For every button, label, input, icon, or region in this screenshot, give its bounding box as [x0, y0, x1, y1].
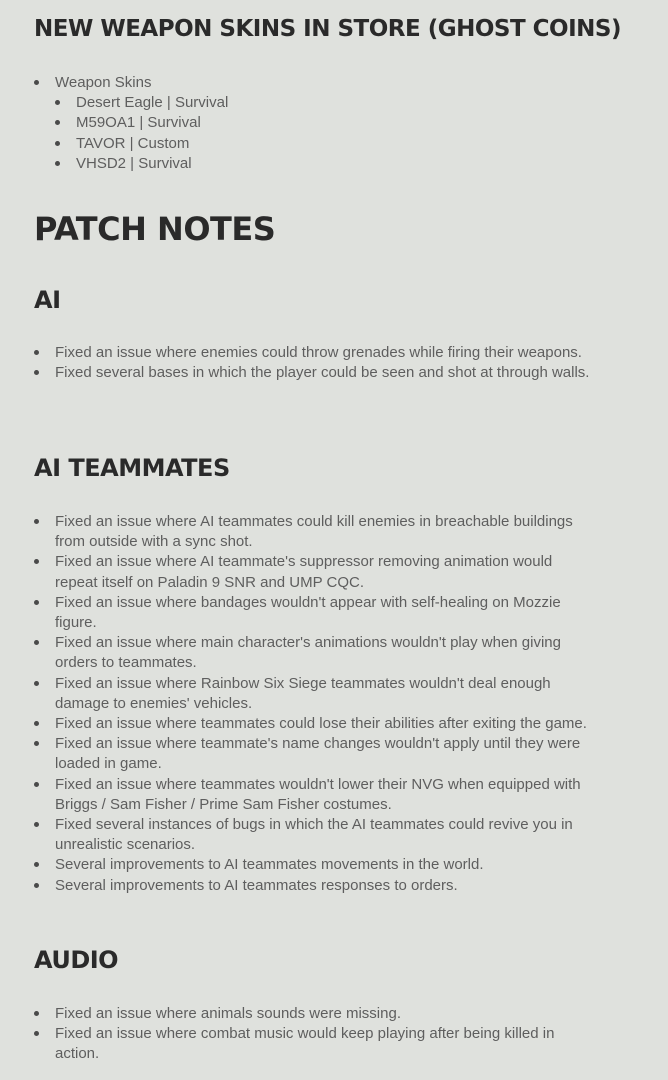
list-item: Fixed an issue where enemies could throw grenades while firing their weapons. — [34, 343, 594, 363]
bullet-icon — [55, 120, 60, 125]
audio-list — [34, 1004, 594, 1065]
bullet-icon — [34, 721, 39, 726]
bullet-icon — [34, 370, 39, 375]
bullet-icon — [34, 681, 39, 686]
list-item: Fixed several instances of bugs in which the AI teammates could revive you in unrealistic scenarios. — [34, 815, 594, 855]
list-item: Fixed an issue where animals sounds were missing. — [34, 1004, 594, 1024]
list-item: VHSD2 | Survival — [55, 154, 594, 174]
bullet-icon — [34, 862, 39, 867]
bullet-icon — [34, 350, 39, 355]
list-item: Several improvements to AI teammates responses to orders. — [34, 876, 594, 896]
weapon-skins-label: Weapon Skins — [55, 74, 152, 91]
list-item — [34, 73, 594, 174]
list-item: Fixed an issue where combat music would keep playing after being killed in action. — [34, 1024, 594, 1064]
list-item: TAVOR | Custom — [55, 134, 594, 154]
list-item: Fixed an issue where bandages wouldn't appear with self-healing on Mozzie figure. — [34, 593, 594, 633]
bullet-icon — [34, 559, 39, 564]
bullet-icon — [34, 822, 39, 827]
bullet-icon — [55, 100, 60, 105]
list-item: Fixed an issue where AI teammates could kill enemies in breachable buildings from outside with a sync shot. — [34, 512, 594, 552]
list-item: Fixed an issue where teammates wouldn't lower their NVG when equipped with Briggs / Sam Fisher / Prime Sam Fisher costumes. — [34, 775, 594, 815]
list-item: Fixed an issue where AI teammate's suppressor removing animation would repeat itself on Paladin 9 SNR and UMP CQC. — [34, 552, 594, 592]
list-item: M59OA1 | Survival — [55, 113, 594, 133]
store-list — [34, 73, 594, 174]
weapon-skins-sublist — [55, 93, 594, 174]
list-item: Fixed an issue where Rainbow Six Siege teammates wouldn't deal enough damage to enemies' vehicles. — [34, 674, 594, 714]
list-item: Fixed an issue where main character's animations wouldn't play when giving orders to teammates. — [34, 633, 594, 673]
bullet-icon — [55, 141, 60, 146]
bullet-icon — [34, 80, 39, 85]
section-heading-ai-teammates: AI TEAMMATES — [34, 454, 230, 482]
patch-notes-heading: PATCH NOTES — [34, 210, 276, 248]
section-heading-ai: AI — [34, 286, 61, 314]
bullet-icon — [34, 600, 39, 605]
bullet-icon — [34, 883, 39, 888]
list-item: Several improvements to AI teammates movements in the world. — [34, 855, 594, 875]
bullet-icon — [34, 741, 39, 746]
ai-list — [34, 343, 594, 383]
list-item: Fixed several bases in which the player could be seen and shot at through walls. — [34, 363, 594, 383]
store-heading: NEW WEAPON SKINS IN STORE (GHOST COINS) — [34, 16, 621, 42]
bullet-icon — [34, 1031, 39, 1036]
list-item: Fixed an issue where teammate's name changes wouldn't apply until they were loaded in game. — [34, 734, 594, 774]
bullet-icon — [34, 640, 39, 645]
ai-teammates-list — [34, 512, 594, 896]
section-heading-audio: AUDIO — [34, 946, 119, 974]
list-item: Desert Eagle | Survival — [55, 93, 594, 113]
bullet-icon — [34, 519, 39, 524]
bullet-icon — [34, 1011, 39, 1016]
list-item: Fixed an issue where teammates could lose their abilities after exiting the game. — [34, 714, 594, 734]
bullet-icon — [55, 161, 60, 166]
bullet-icon — [34, 782, 39, 787]
